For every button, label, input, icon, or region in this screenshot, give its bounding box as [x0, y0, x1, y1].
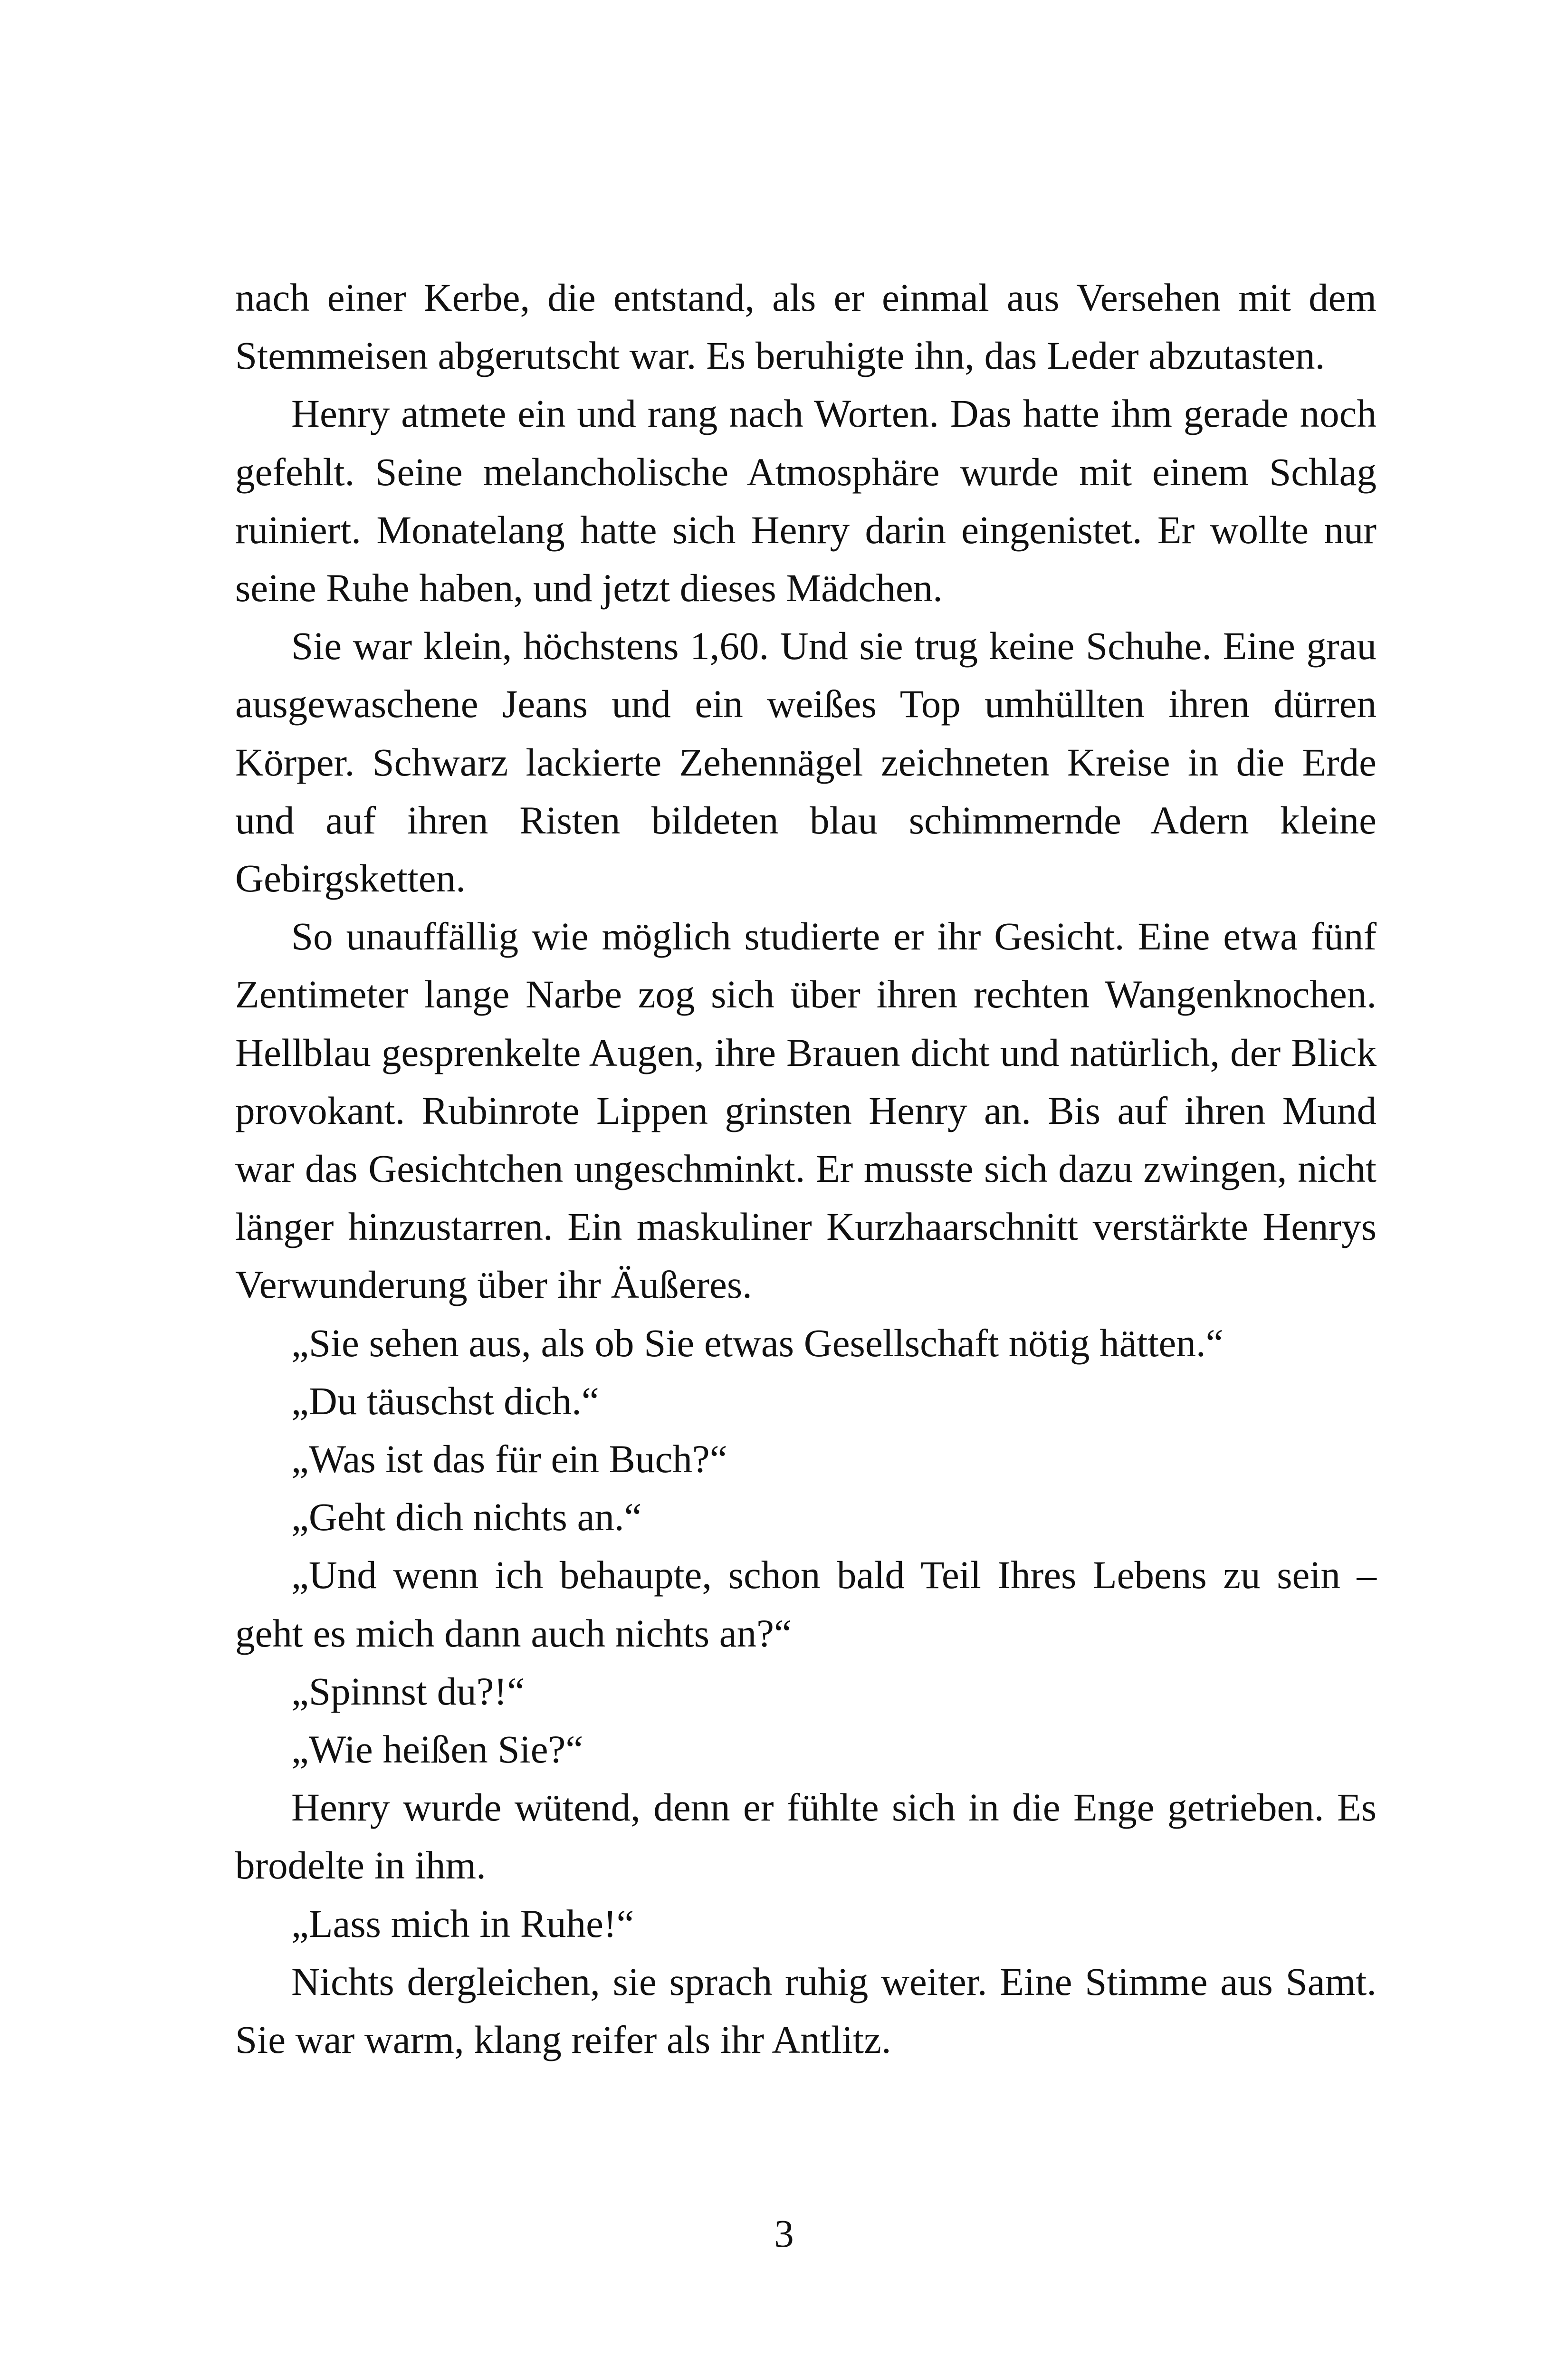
body-text — [235, 268, 1377, 2069]
paragraph-velvet-voice: Nichts dergleichen, sie sprach ruhig weiter. Eine Stimme aus Samt. Sie war warm, klang reifer als ihr Antlitz. — [235, 1959, 1377, 2062]
paragraph-continuation: nach einer Kerbe, die entstand, als er einmal aus Versehen mit dem Stemmeisen abgerutscht war. Es beruhigte ihn, das Leder abzutasten. — [235, 276, 1377, 378]
dialogue-line: „Und wenn ich behaupte, schon bald Teil Ihres Lebens zu sein – geht es mich dann auch nichts an?“ — [235, 1553, 1377, 1655]
dialogue-line: „Du täuschst dich.“ — [291, 1379, 599, 1423]
page-number: 3 — [774, 2212, 794, 2255]
paragraph-henry-breath: Henry atmete ein und rang nach Worten. Das hatte ihm gerade noch gefehlt. Seine melancholische Atmosphäre wurde mit einem Schlag ruiniert. Monatelang hatte sich Henry darin eingenistet. Er wollte nur seine Ruhe haben, und jetzt dieses Mädchen. — [235, 392, 1377, 610]
paragraph-girl-description: Sie war klein, höchstens 1,60. Und sie trug keine Schuhe. Eine grau ausgewaschene Jeans und ein weißes Top umhüllten ihren dürren Körper. Schwarz lackierte Zehennägel zeichneten Kreise in die Erde und auf ihren Risten bildeten blau schimmernde Adern kleine Gebirgsketten. — [235, 624, 1377, 901]
dialogue-line: „Geht dich nichts an.“ — [291, 1495, 642, 1539]
dialogue-line: „Was ist das für ein Buch?“ — [291, 1437, 727, 1481]
paragraph-face-study: So unauffällig wie möglich studierte er ihr Gesicht. Eine etwa fünf Zentimeter lange Narbe zog sich über ihren rechten Wangenknochen. Hellblau gesprenkelte Augen, ihre Brauen dicht und natürlich, der Blick provokant. Rubinrote Lippen grinsten Henry an. Bis auf ihren Mund war das Gesichtchen ungeschminkt. Er musste sich dazu zwingen, nicht länger hinzustarren. Ein maskuliner Kurzhaarschnitt verstärkte Henrys Verwunderung über ihr Äußeres. — [235, 914, 1377, 1307]
dialogue-line: „Sie sehen aus, als ob Sie etwas Gesellschaft nötig hätten.“ — [291, 1321, 1224, 1365]
dialogue-line: „Wie heißen Sie?“ — [291, 1727, 583, 1772]
dialogue-line: „Spinnst du?!“ — [291, 1669, 525, 1713]
dialogue-line: „Lass mich in Ruhe!“ — [291, 1901, 634, 1945]
paragraph-henry-angry: Henry wurde wütend, denn er fühlte sich in die Enge getrieben. Es brodelte in ihm. — [235, 1785, 1377, 1887]
